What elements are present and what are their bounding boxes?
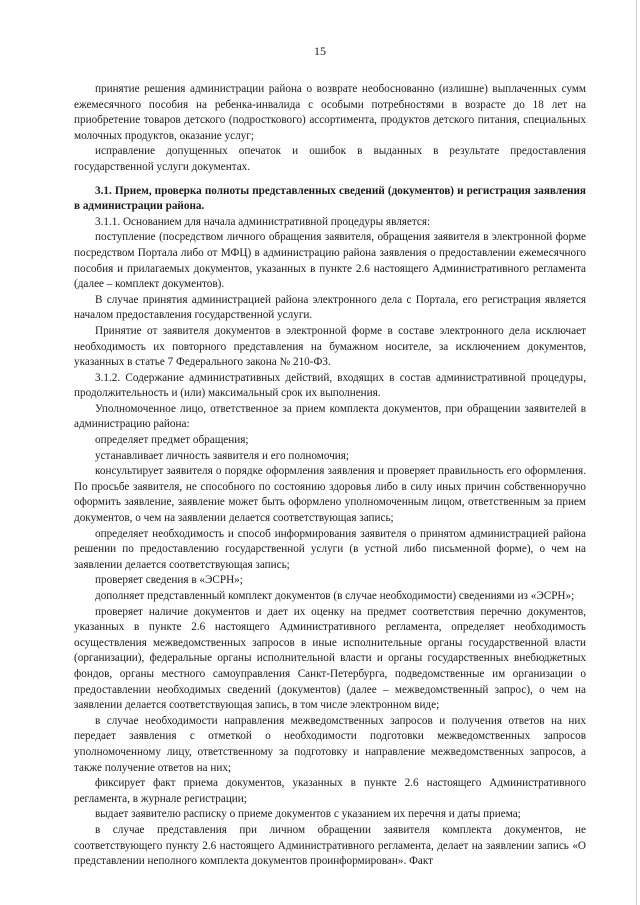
intro-paragraph: исправление допущенных опечаток и ошибок в выданных в результате предоставления государственной услуги документах. (74, 145, 586, 173)
paragraph: проверяет сведения в «ЭСРН»; (95, 574, 243, 587)
paragraph: в случае представления при личном обращении заявителя комплекта документов, не соответствующего пункту 2.6 настоящего Административного регламента, делает на заявлении запись «О представлении неполного комплекта документов проинформирован». Факт (74, 823, 586, 868)
paragraph: определяет предмет обращения; (95, 434, 249, 447)
paragraph: Уполномоченное лицо, ответственное за прием комплекта документов, при обращении заявителей в администрацию района: (74, 402, 586, 431)
paragraph: поступление (посредством личного обращения заявителя, обращения заявителя в электронной форме посредством Портала либо от МФЦ) в администрацию района заявления о предоставлении ежемесячного пособия и прилагаемых документов, указанных в пункте 2.6 настоящего Административного регламента (далее – комплект документов). (74, 231, 586, 291)
paragraph: 3.1.1. Основанием для начала административной процедуры является: (95, 215, 431, 228)
paragraph: 3.1.2. Содержание административных действий, входящих в состав административной процедуры, продолжительность и (или) максимальный срок их выполнения. (74, 371, 586, 400)
paragraph: определяет необходимость и способ информирования заявителя о принятом администрацией района решении по предоставлению государственной услуги (в устной либо письменной форме), о чем на заявлении делается соответствующая запись; (74, 527, 586, 571)
paragraph: устанавливает личность заявителя и его полномочия; (95, 449, 350, 462)
paragraph: Принятие от заявителя документов в электронной форме в составе электронного дела исключает необходимость их повторного представления на бумажном носителе, за исключением документов, указанных в статье 7 Федерального закона № 210-ФЗ. (74, 324, 586, 369)
page-number: 15 (314, 44, 326, 58)
intro-paragraph: принятие решения администрации района о возврате необоснованно (излишне) выплаченных сумм ежемесячного пособия на ребенка-инвалида с особыми потребностями в возрасте до 18 лет на приобретение товаров детского (подросткового) ассортимента, продуктов детского питания, специальных молочных продуктов, оказание услуг; (74, 83, 586, 142)
paragraph: В случае принятия администрацией района электронного дела с Портала, его регистрация является началом предоставления государственной услуги. (74, 293, 586, 322)
paragraph: проверяет наличие документов и дает их оценку на предмет соответствия перечню документов, указанных в пункте 2.6 настоящего Административного регламента, определяет необходимость осуществления межведомственных запросов в иные исполнительные органы государственной власти (организации), федеральные органы исполнительной власти и органы государственных внебюджетных фондов, органы местного самоуправления Санкт-Петербурга, подведомственные им организации о предоставлении необходимых сведений (документов) (далее – межведомственный запрос), о чем на заявлении делается соответствующая запись, в том числе электронном виде; (74, 605, 586, 712)
paragraph: в случае необходимости направления межведомственных запросов и получения ответов на них передает заявления с отметкой о необходимости подготовки межведомственных запросов уполномоченному лицу, ответственному за подготовку и направление межведомственных запросов, а также получение ответов на них; (74, 714, 586, 774)
paragraph: консультирует заявителя о порядке оформления заявления и проверяет правильность его оформления. По просьбе заявителя, не способного по состоянию здоровья либо в силу иных причин собственноручно оформить заявление, заявление может быть оформлено уполномоченным лицом, ответственным за прием документов, о чем на заявлении делается соответствующая запись; (74, 465, 586, 525)
scan-edge-line (636, 0, 637, 905)
paragraph: выдает заявителю расписку о приеме документов с указанием их перечня и даты приема; (95, 808, 521, 821)
paragraph: фиксирует факт приема документов, указанных в пункте 2.6 настоящего Административного регламента, в журнале регистрации; (74, 777, 586, 805)
section-heading: 3.1. Прием, проверка полноты представленных сведений (документов) и регистрация заявления в администрации района. (74, 184, 586, 213)
section-spacer (74, 176, 586, 184)
document-body (74, 82, 586, 870)
paragraph: дополняет представленный комплект документов (в случае необходимости) сведениями из «ЭСРН»; (95, 590, 575, 602)
